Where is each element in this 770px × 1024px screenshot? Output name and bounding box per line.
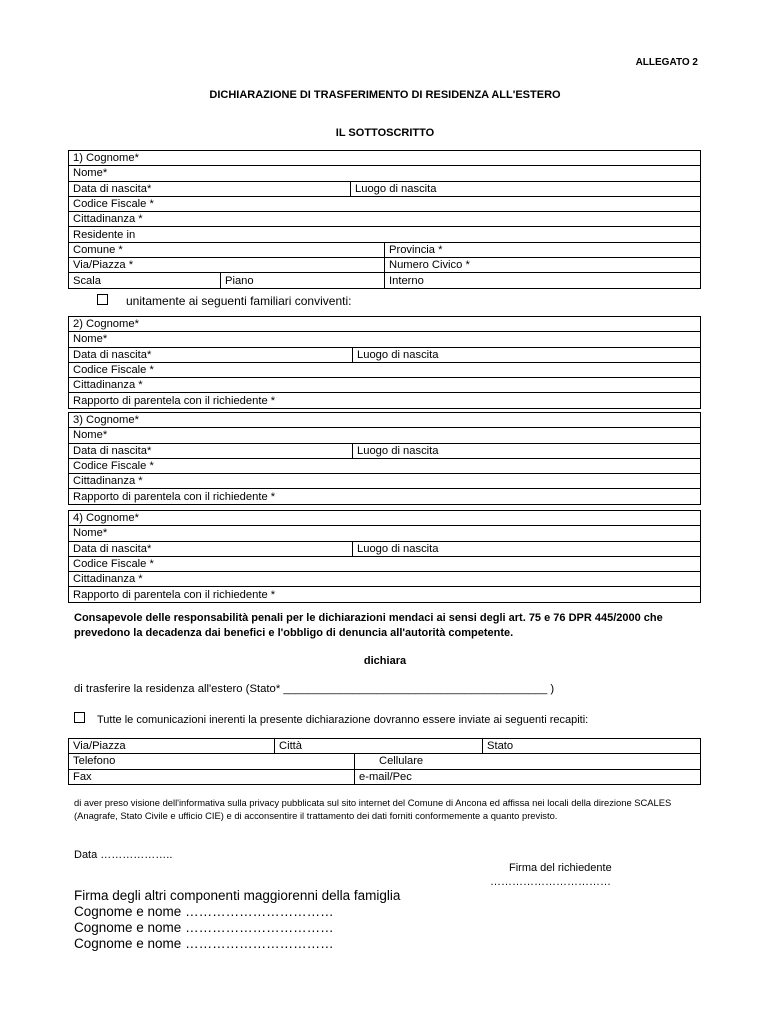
field-cellulare[interactable]: Cellulare [355,754,701,769]
field-codice-fiscale[interactable]: Codice Fiscale * [69,556,701,571]
field-stato[interactable]: Stato [483,739,701,754]
other-signatures-title: Firma degli altri componenti maggiorenni della famiglia [74,888,401,903]
field-nome[interactable]: Nome* [69,428,701,443]
field-cittadinanza[interactable]: Cittadinanza * [69,212,701,227]
communications-label: Tutte le comunicazioni inerenti la presente dichiarazione dovranno essere inviate ai seguenti recapiti: [97,714,589,726]
field-data-nascita[interactable]: Data di nascita* [69,541,353,556]
family-member-table [68,316,701,409]
field-luogo-nascita[interactable]: Luogo di nascita [353,443,701,458]
field-email[interactable]: e-mail/Pec [355,769,701,784]
document-title: DICHIARAZIONE DI TRASFERIMENTO DI RESIDENZA ALL'ESTERO [209,89,561,101]
field-numero-civico[interactable]: Numero Civico * [385,258,701,273]
field-scala[interactable]: Scala [69,273,221,288]
field-rapporto[interactable]: Rapporto di parentela con il richiedente * [69,489,701,504]
field-cittadinanza[interactable]: Cittadinanza * [69,572,701,587]
field-cognome[interactable]: 2) Cognome* [69,317,701,332]
allegato-label: ALLEGATO 2 [635,57,698,68]
field-via[interactable]: Via/Piazza * [69,258,385,273]
field-codice-fiscale[interactable]: Codice Fiscale * [69,196,701,211]
field-cittadinanza[interactable]: Cittadinanza * [69,378,701,393]
cognome-nome-line[interactable]: Cognome e nome …………………………… [74,904,334,919]
field-nome[interactable]: Nome* [69,332,701,347]
cognome-nome-line[interactable]: Cognome e nome …………………………… [74,936,334,951]
privacy-statement: di aver preso visione dell'informativa sulla privacy pubblicata sul sito internet del Comune di Ancona ed affissa nei locali della direzione SCALES (Anagrafe, Stato Civile e ufficio CIE) e di acconsentire il trattamento dei dati forniti conformemente a quanto previsto. [74,797,672,821]
family-checkbox-row[interactable] [97,294,351,308]
field-fax[interactable]: Fax [69,769,355,784]
document-subtitle: IL SOTTOSCRITTO [335,127,435,139]
cognome-nome-line[interactable]: Cognome e nome …………………………… [74,920,334,935]
field-codice-fiscale[interactable]: Codice Fiscale * [69,458,701,473]
field-data-nascita[interactable]: Data di nascita* [69,443,353,458]
applicant-signature-line[interactable]: …………………………… [490,876,611,888]
field-rapporto[interactable]: Rapporto di parentela con il richiedente * [69,393,701,408]
field-residente: Residente in [69,227,701,242]
date-field[interactable]: Data ……………….. [74,849,173,861]
family-member-table [68,412,701,505]
field-rapporto[interactable]: Rapporto di parentela con il richiedente * [69,587,701,602]
field-data-nascita[interactable]: Data di nascita* [69,347,353,362]
field-codice-fiscale[interactable]: Codice Fiscale * [69,362,701,377]
field-cognome[interactable]: 4) Cognome* [69,511,701,526]
communications-checkbox-row[interactable] [74,712,588,726]
field-cognome[interactable]: 3) Cognome* [69,413,701,428]
communications-checkbox[interactable] [74,712,85,723]
applicant-table [68,150,701,289]
applicant-signature-label: Firma del richiedente [509,862,612,874]
responsibility-statement: Consapevole delle responsabilità penali per le dichiarazioni mendaci ai sensi degli art. 75 e 76 DPR 445/2000 che prevedono la decadenza dai benefici e l'obbligo di denuncia all'autorità competente. [74,612,663,639]
other-signatures-block [74,888,400,952]
field-citta[interactable]: Città [275,739,483,754]
field-luogo-nascita[interactable]: Luogo di nascita [351,181,701,196]
family-member-table [68,510,701,603]
field-nome[interactable]: Nome* [69,166,701,181]
field-telefono[interactable]: Telefono [69,754,355,769]
dichiara-heading: dichiara [363,655,407,667]
field-cognome[interactable]: 1) Cognome* [69,151,701,166]
field-comune[interactable]: Comune * [69,242,385,257]
family-checkbox-label: unitamente ai seguenti familiari conviventi: [126,294,352,308]
field-piano[interactable]: Piano [221,273,385,288]
field-nome[interactable]: Nome* [69,526,701,541]
field-luogo-nascita[interactable]: Luogo di nascita [353,541,701,556]
field-via[interactable]: Via/Piazza [69,739,275,754]
field-luogo-nascita[interactable]: Luogo di nascita [353,347,701,362]
field-cittadinanza[interactable]: Cittadinanza * [69,474,701,489]
transfer-statement[interactable]: di trasferire la residenza all'estero (Stato* __________________________________________ ) [74,683,555,695]
field-provincia[interactable]: Provincia * [385,242,701,257]
field-interno[interactable]: Interno [385,273,701,288]
family-checkbox[interactable] [97,294,108,305]
contacts-table [68,738,701,785]
field-data-nascita[interactable]: Data di nascita* [69,181,351,196]
